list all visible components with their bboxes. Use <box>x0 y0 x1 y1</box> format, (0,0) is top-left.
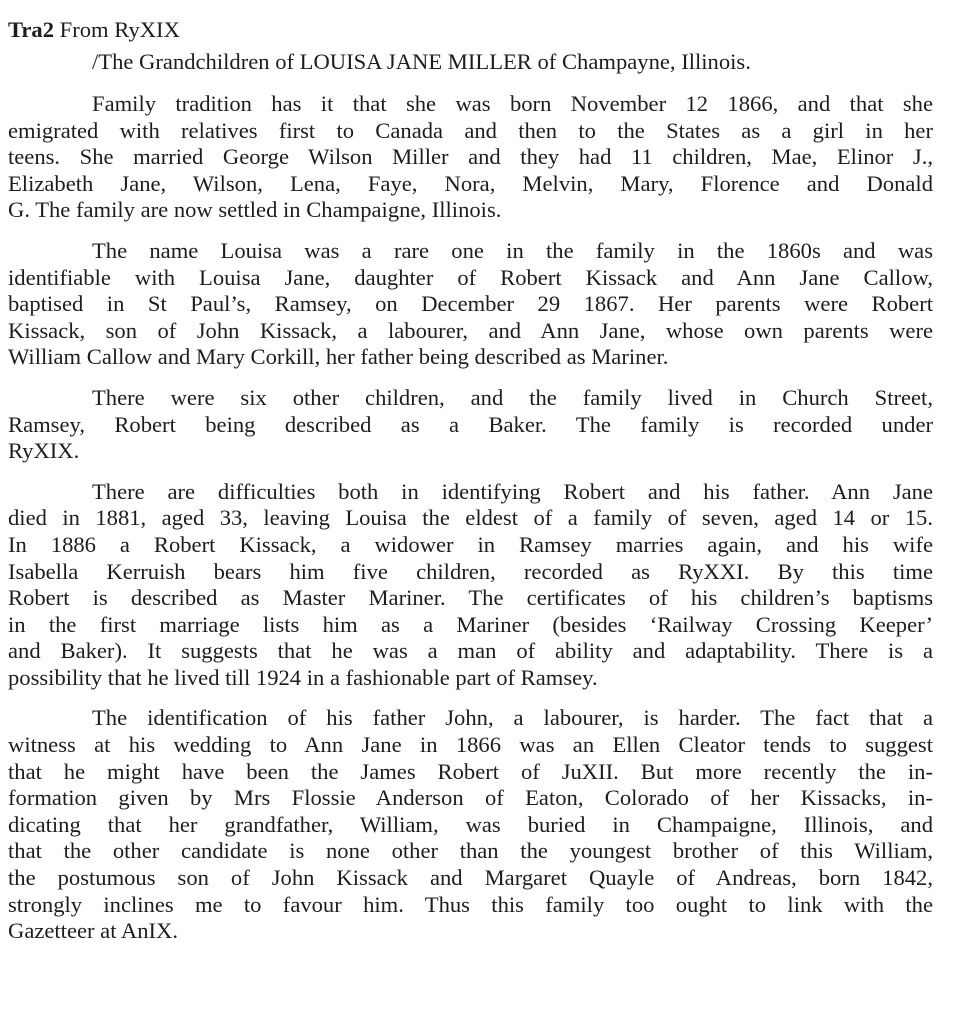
text-line: William Callow and Mary Corkill, her father being described as Mariner. <box>8 344 669 370</box>
text-line: emigrated with relatives first to Canada and then to the States as a girl in her <box>8 117 933 143</box>
text-line: Isabella Kerruish bears him five children, recorded as RyXXI. By this time <box>8 558 933 584</box>
text-line: that the other candidate is none other than the youngest brother of this William, <box>8 838 933 864</box>
text-line: baptised in St Paul’s, Ramsey, on December 29 1867. Her parents were Robert <box>8 291 933 317</box>
text-line: died in 1881, aged 33, leaving Louisa the eldest of a family of seven, aged 14 or 15. <box>8 505 933 531</box>
paragraph <box>8 91 933 224</box>
text-line: dicating that her grandfather, William, was buried in Champaigne, Illinois, and <box>8 811 933 837</box>
text-line: In 1886 a Robert Kissack, a widower in Ramsey marries again, and his wife <box>8 531 933 557</box>
text-line: possibility that he lived till 1924 in a fashionable part of Ramsey. <box>8 664 598 690</box>
text-line: the postumous son of John Kissack and Margaret Quayle of Andreas, born 1842, <box>8 865 933 891</box>
text-line: There were six other children, and the family lived in Church Street, <box>92 384 933 410</box>
section-source: From RyXIX <box>59 17 180 42</box>
text-line: Gazetteer at AnIX. <box>8 918 178 944</box>
document-title: /The Grandchildren of LOUISA JANE MILLER of Champayne, Illinois. <box>92 49 751 74</box>
text-line: formation given by Mrs Flossie Anderson of Eaton, Colorado of her Kissacks, in- <box>8 785 933 811</box>
text-line: Family tradition has it that she was born November 12 1866, and that she <box>92 91 933 116</box>
body-text <box>8 91 933 945</box>
text-line: in the first marriage lists him as a Mariner (besides ‘Railway Crossing Keeper’ <box>8 611 933 637</box>
text-line: The identification of his father John, a labourer, is harder. The fact that a <box>92 705 933 731</box>
paragraph <box>8 238 933 371</box>
text-line: The name Louisa was a rare one in the family in the 1860s and was <box>92 237 933 263</box>
text-line: strongly inclines me to favour him. Thus this family too ought to link with the <box>8 891 933 917</box>
text-line: witness at his wedding to Ann Jane in 1866 was an Ellen Cleator tends to suggest <box>8 732 933 758</box>
text-line: Robert is described as Master Mariner. The certificates of his children’s baptisms <box>8 585 933 611</box>
paragraph <box>8 385 933 465</box>
text-line: Elizabeth Jane, Wilson, Lena, Faye, Nora, Melvin, Mary, Florence and Donald <box>8 170 933 196</box>
text-line: Ramsey, Robert being described as a Baker. The family is recorded under <box>8 411 933 437</box>
text-line: and Baker). It suggests that he was a man of ability and adaptability. There is a <box>8 638 933 664</box>
text-line: identifiable with Louisa Jane, daughter of Robert Kissack and Ann Jane Callow, <box>8 264 933 290</box>
section-heading <box>8 14 933 46</box>
text-line: G. The family are now settled in Champaigne, Illinois. <box>8 197 502 223</box>
text-line: that he might have been the James Robert of JuXII. But more recently the in- <box>8 758 933 784</box>
document-page <box>8 14 933 959</box>
text-line: There are difficulties both in identifying Robert and his father. Ann Jane <box>92 478 933 504</box>
section-code: Tra2 <box>8 17 55 42</box>
paragraph <box>8 479 933 692</box>
text-line: Kissack, son of John Kissack, a labourer, and Ann Jane, whose own parents were <box>8 317 933 343</box>
text-line: RyXIX. <box>8 438 80 464</box>
paragraph <box>8 705 933 944</box>
text-line: teens. She married George Wilson Miller and they had 11 children, Mae, Elinor J., <box>8 144 933 170</box>
